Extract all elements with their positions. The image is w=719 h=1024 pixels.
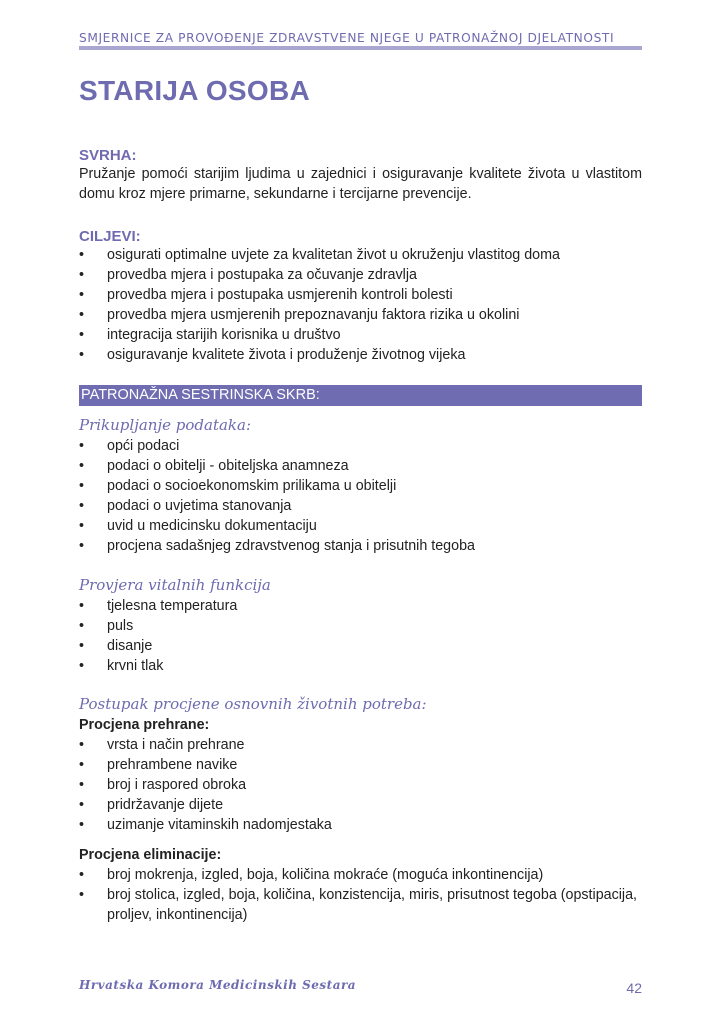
list-item-text: prehrambene navike (107, 757, 238, 773)
nutrition-list (79, 735, 642, 835)
list-item (79, 516, 642, 536)
bullet-icon: • (79, 777, 85, 793)
bullet-icon: • (79, 598, 85, 614)
list-item (79, 345, 642, 365)
list-item (79, 795, 642, 815)
vital-functions-section (79, 575, 642, 676)
list-item-text: broj i raspored obroka (107, 777, 247, 793)
bullet-icon: • (79, 438, 85, 454)
list-item-text: provedba mjera usmjerenih prepoznavanju faktora rizika u okolini (107, 307, 520, 323)
bullet-icon: • (79, 478, 85, 494)
vital-functions-label: Provjera vitalnih funkcija (79, 576, 271, 594)
list-item-text: podaci o obitelji - obiteljska anamneza (107, 458, 349, 474)
list-item (79, 775, 642, 795)
list-item-text: podaci o uvjetima stanovanja (107, 498, 292, 514)
list-item (79, 265, 642, 285)
list-item-text: opći podaci (107, 438, 180, 454)
list-item (79, 325, 642, 345)
bullet-icon: • (79, 498, 85, 514)
vital-functions-list (79, 596, 642, 676)
goals-list (79, 245, 642, 365)
list-item (79, 496, 642, 516)
list-item-text: krvni tlak (107, 658, 164, 674)
list-item (79, 436, 642, 456)
list-item (79, 305, 642, 325)
goals-label: CILJEVI: (79, 228, 141, 245)
elimination-section (79, 845, 642, 925)
list-item-text: tjelesna temperatura (107, 598, 238, 614)
list-item-text: disanje (107, 638, 153, 654)
bullet-icon: • (79, 618, 85, 634)
list-item-text: puls (107, 618, 134, 634)
list-item (79, 456, 642, 476)
bullet-icon: • (79, 307, 85, 323)
purpose-section (79, 147, 642, 204)
list-item-text: vrsta i način prehrane (107, 737, 245, 753)
list-item-text: osiguravanje kvalitete života i produženje životnog vijeka (107, 347, 466, 363)
list-item-text: integracija starijih korisnika u društvo (107, 327, 341, 343)
list-item (79, 815, 642, 835)
bullet-icon: • (79, 327, 85, 343)
list-item (79, 865, 642, 885)
header-rule (79, 46, 642, 50)
list-item-text: provedba mjera i postupaka za očuvanje zdravlja (107, 267, 417, 283)
page-title: STARIJA OSOBA (79, 75, 311, 106)
list-item-text: osigurati optimalne uvjete za kvalitetan život u okruženju vlastitog doma (107, 247, 560, 263)
goals-section (79, 228, 642, 365)
list-item-text: uzimanje vitaminskih nadomjestaka (107, 817, 332, 833)
bullet-icon: • (79, 757, 85, 773)
running-header: SMJERNICE ZA PROVOĐENJE ZDRAVSTVENE NJEGE U PATRONAŽNOJ DJELATNOSTI (79, 31, 615, 45)
purpose-text: Pružanje pomoći starijim ljudima u zajednici i osiguravanje kvalitete života u vlastitom domu kroz mjere primarne, sekundarne i tercijarne prevencije. (79, 166, 642, 202)
purpose-label: SVRHA: (79, 147, 137, 164)
bullet-icon: • (79, 247, 85, 263)
bullet-icon: • (79, 867, 85, 883)
list-item (79, 755, 642, 775)
data-collection-label: Prikupljanje podataka: (79, 416, 251, 434)
list-item (79, 285, 642, 305)
list-item (79, 735, 642, 755)
list-item-text: podaci o socioekonomskim prilikama u obitelji (107, 478, 397, 494)
bullet-icon: • (79, 267, 85, 283)
list-item-text: broj stolica, izgled, boja, količina, konzistencija, miris, prisutnost tegoba (opstipacija, proljev, inkontinencija) (107, 887, 638, 923)
list-item (79, 885, 642, 925)
bullet-icon: • (79, 797, 85, 813)
bullet-icon: • (79, 347, 85, 363)
page-number: 42 (626, 980, 642, 996)
needs-assessment-section (79, 694, 642, 835)
bullet-icon: • (79, 458, 85, 474)
needs-assessment-label: Postupak procjene osnovnih životnih potreba: (79, 695, 427, 713)
list-item-text: procjena sadašnjeg zdravstvenog stanja i prisutnih tegoba (107, 538, 475, 554)
list-item (79, 596, 642, 616)
bullet-icon: • (79, 737, 85, 753)
list-item-text: uvid u medicinsku dokumentaciju (107, 518, 317, 534)
bullet-icon: • (79, 287, 85, 303)
elimination-list (79, 865, 642, 925)
list-item (79, 656, 642, 676)
section-band-label: PATRONAŽNA SESTRINSKA SKRB: (81, 387, 320, 403)
list-item (79, 245, 642, 265)
bullet-icon: • (79, 817, 85, 833)
footer-brand: Hrvatska Komora Medicinskih Sestara (79, 978, 357, 992)
list-item-text: provedba mjera i postupaka usmjerenih kontroli bolesti (107, 287, 453, 303)
bullet-icon: • (79, 887, 85, 903)
elimination-assessment-label: Procjena eliminacije: (79, 847, 222, 863)
data-collection-section (79, 415, 642, 556)
bullet-icon: • (79, 638, 85, 654)
bullet-icon: • (79, 518, 85, 534)
bullet-icon: • (79, 538, 85, 554)
nutrition-assessment-label: Procjena prehrane: (79, 717, 210, 733)
list-item (79, 536, 642, 556)
bullet-icon: • (79, 658, 85, 674)
list-item (79, 636, 642, 656)
list-item (79, 616, 642, 636)
list-item-text: broj mokrenja, izgled, boja, količina mokraće (moguća inkontinencija) (107, 867, 544, 883)
list-item (79, 476, 642, 496)
section-band (79, 385, 642, 406)
data-collection-list (79, 436, 642, 556)
list-item-text: pridržavanje dijete (107, 797, 224, 813)
